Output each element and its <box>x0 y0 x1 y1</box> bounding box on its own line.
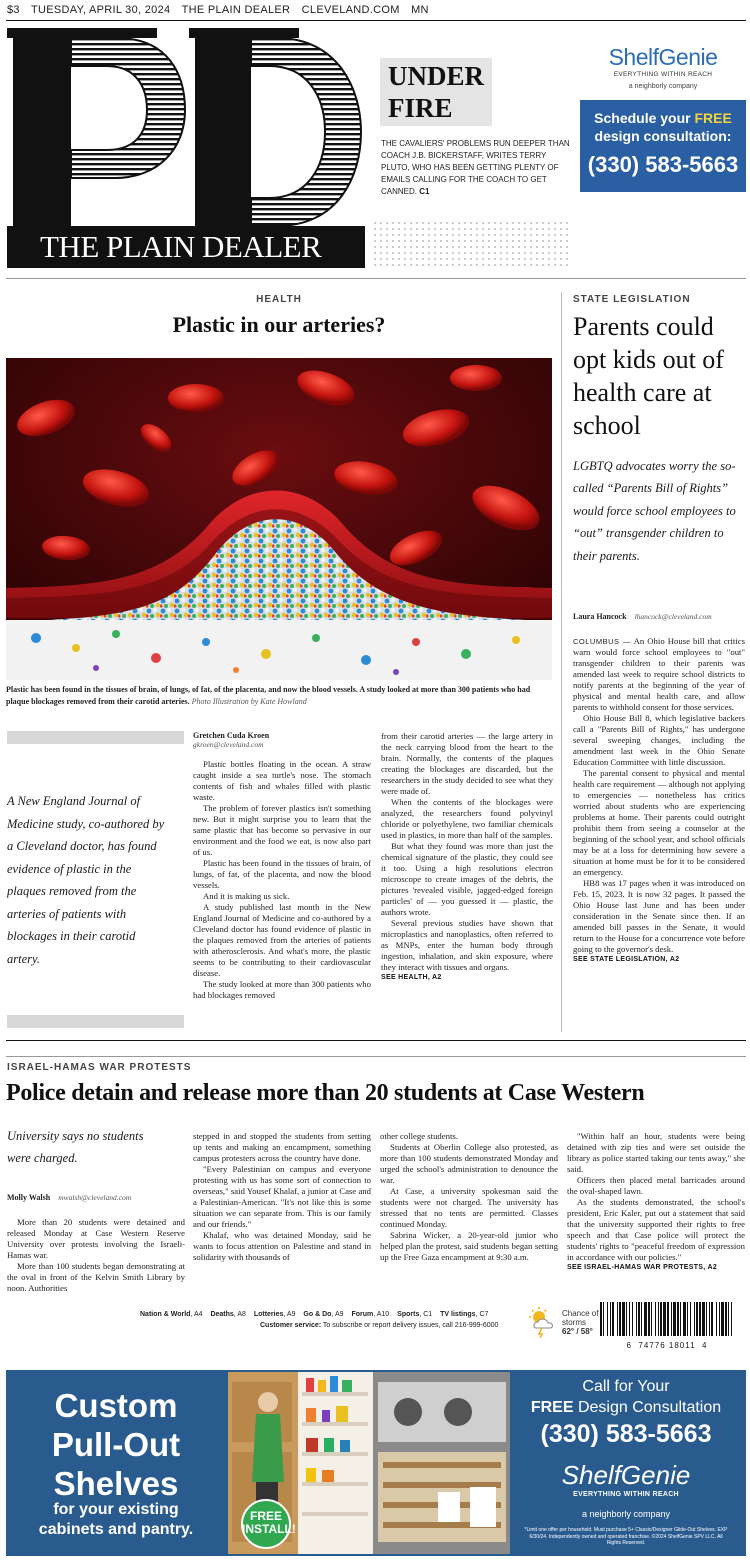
health-p6: The study looked at more than 300 patients who had blockages removed <box>193 979 371 1000</box>
protest-col2-body <box>193 1131 371 1263</box>
protest-p9: Sabrina Wicker, a 20-year-old junior who helped plan the protest, said students began setting up the Free Gaza encampment at 9:30 a.m. <box>380 1230 558 1262</box>
health-headline[interactable]: Plastic in our arteries? <box>172 312 386 337</box>
ad-brand-tagline: EVERYTHING WITHIN REACH <box>573 1491 679 1498</box>
legislation-paras <box>573 636 745 955</box>
health-pullquote: A New England Journal of Medicine study, co-authored by a Cleveland doctor, has found evidence of plastic in the plaques removed from the arteries of patients with blockages in their carotid artery. <box>7 794 165 966</box>
masthead-name[interactable]: THE PLAIN DEALER <box>40 229 322 264</box>
top-line <box>7 4 437 16</box>
legislation-dek: LGBTQ advocates worry the so-called “Parents Bill of Rights” would force school employees to “out” transgender children to their parents. <box>573 459 736 563</box>
health-p10: Several previous studies have shown that microplastics and nanoplastics, often referred to as MNPs, enter the human body through ingestion, inhalation, and skin exposure, where they interact with tissues and organs. <box>381 918 553 972</box>
badge-line2: INSTALL! <box>242 1522 296 1536</box>
teaser-headline-line2: FIRE <box>388 93 453 123</box>
health-col1-body <box>193 759 371 1001</box>
weather-temps: 62° / 58° <box>562 1327 593 1336</box>
ad-headline <box>6 1386 226 1503</box>
health-email[interactable]: gkroen@cleveland.com <box>193 740 264 749</box>
weather-forecast <box>562 1309 598 1336</box>
paper-name-small: THE PLAIN DEALER <box>181 4 291 16</box>
protest-headline[interactable]: Police detain and release more than 20 students at Case Western <box>6 1080 645 1106</box>
index-item-lotteries[interactable]: Lotteries, A9 <box>253 1311 296 1318</box>
ad-line1a: Schedule your <box>594 110 695 126</box>
artery-image-icon <box>6 358 552 680</box>
pd-logo-icon <box>7 28 365 228</box>
storm-weather-icon <box>528 1306 558 1338</box>
plastic-artery-illustration[interactable] <box>6 358 552 680</box>
health-p8: When the contents of the blockages were analyzed, the researchers found polyvinyl chloride or polyethylene, two familiar chemicals used in plastics, in more than half of the samples. <box>381 797 553 840</box>
legislation-byline: Laura Hancock <box>573 612 627 621</box>
health-p7: from their carotid arteries — the large artery in the neck carrying blood from the heart to the brain. Normally, the contents of the plaques creating the blockages are discarded, but the researchers in the study decided to see what they were made of. <box>381 731 553 796</box>
protest-col2 <box>193 1131 371 1263</box>
top-ad[interactable] <box>580 40 746 192</box>
ad-line1 <box>580 110 746 126</box>
legislation-email[interactable]: lhancock@cleveland.com <box>634 612 712 621</box>
barcode-icon <box>596 1302 738 1336</box>
legislation-p3: The parental consent to physical and mental health care requirement — although not applying to emergencies — nonetheless has critics worried about students who are experiencing problems at home. Their parents could outright prohibit them from seeing a counselor at the beginning of the school year, and school officials may be at a loss for determining how severe a situation at home must be for it to be considered an emergency. <box>573 768 745 877</box>
edition: MN <box>411 4 429 16</box>
pullquote-bottom-bar <box>7 1015 184 1028</box>
health-col2 <box>381 731 553 981</box>
teaser-body: THE CAVALIERS' PROBLEMS RUN DEEPER THAN COACH J.B. BICKERSTAFF, WRITES TERRY PLUTO, WHO HAS BEEN GETTING PLENTY OF EMAILS CALLING FOR THE COACH TO GET CANNED. <box>381 139 570 196</box>
teaser-page-ref: C1 <box>419 187 430 196</box>
protest-p1: More than 20 students were detained and released Monday at Case Western Reserve University over protests involving the Israeli-Hamas war. <box>7 1217 185 1260</box>
pullquote-top-bar <box>7 731 184 744</box>
customer-service <box>260 1322 498 1329</box>
site-link[interactable]: CLEVELAND.COM <box>301 4 400 16</box>
masthead-logo[interactable] <box>7 28 365 228</box>
health-p3: Plastic has been found in the tissues of brain, of lungs, of fat, of the placenta, and now the blood vessels. <box>193 858 371 890</box>
weather-line1: Chance of <box>562 1309 599 1318</box>
protest-p6: other college students. <box>380 1131 458 1141</box>
badge-line1: FREE <box>249 1509 282 1523</box>
legislation-dateline: COLUMBUS — <box>573 637 631 646</box>
ad-brand-logo: ShelfGenie <box>561 1460 691 1490</box>
teaser-headline[interactable] <box>380 58 492 126</box>
column-divider <box>561 292 562 1032</box>
health-p2: The problem of forever plastics isn't something new. But it might surprise you to learn that the same plastic that has become so pervasive in our environment and the food we eat, is now also part of us. <box>193 803 371 857</box>
protest-p2: More than 100 students began demonstrating at the oval in front of the Kelvin Smith Library by noon. Authorities <box>7 1261 185 1293</box>
protest-jump[interactable]: SEE ISRAEL-HAMAS WAR PROTESTS, A2 <box>567 1264 718 1271</box>
index-item-tv[interactable]: TV listings, C7 <box>440 1311 489 1318</box>
protest-dek: University says no students were charged. <box>7 1129 144 1165</box>
ad-headline-l2: Pull-Out <box>51 1426 181 1463</box>
protest-col4 <box>567 1131 745 1271</box>
index-item-deaths[interactable]: Deaths, A8 <box>210 1311 246 1318</box>
health-kicker: HEALTH <box>256 294 302 305</box>
protest-col3-body <box>380 1131 558 1263</box>
health-col2-body <box>381 731 553 973</box>
ad-phone[interactable]: (330) 583-5663 <box>587 152 739 177</box>
protest-col3 <box>380 1131 558 1263</box>
protest-top-rule <box>6 1040 746 1041</box>
top-rule <box>6 20 746 21</box>
protest-col1 <box>7 1187 185 1294</box>
protest-rule2 <box>6 1056 746 1057</box>
protest-p10: "Within half an hour, students were being detained with zip ties and were set outside the library as police started taking our tents away," she said. <box>567 1131 745 1174</box>
health-jump[interactable]: SEE HEALTH, A2 <box>381 974 442 981</box>
shelfgenie-logo: ShelfGenie <box>608 44 718 70</box>
health-col1 <box>193 731 371 1001</box>
ad-sub1: for your existing <box>53 1501 179 1518</box>
issue-date: TUESDAY, APRIL 30, 2024 <box>31 4 171 16</box>
barcode <box>596 1302 738 1350</box>
barcode-digits: 6 74776 18011 4 <box>626 1341 708 1350</box>
legislation-p4: HB8 was 17 pages when it was introduced on Feb. 15, 2023. It is now 32 pages. It passed the Ohio House last June and has been under consideration in the Senate since then. If an amended bill passes in the Senate, it would return to the House for a concurrence vote before going to the governor's desk. <box>573 878 745 954</box>
photo-caption <box>6 684 552 708</box>
ad-sub2: cabinets and pantry. <box>38 1521 194 1538</box>
weather-line2: storms <box>562 1318 586 1327</box>
service-label: Customer service: <box>260 1322 322 1329</box>
ad-headline-l3: Shelves <box>53 1465 179 1502</box>
index-item-godo[interactable]: Go & Do, A9 <box>303 1311 344 1318</box>
legislation-kicker: STATE LEGISLATION <box>573 294 691 305</box>
protest-byline: Molly Walsh <box>7 1193 51 1202</box>
protest-email[interactable]: mwalsh@cleveland.com <box>58 1193 132 1202</box>
photo-credit: Photo Illustration by Kate Howland <box>191 697 307 706</box>
ad-line2: design consultation: <box>594 128 732 144</box>
ad-neighborly: a neighborly company <box>628 83 698 90</box>
protest-p7: Students at Oberlin College also protested, as more than 100 students demonstrated Monday and urged the school's administration to denounce the war. <box>380 1142 558 1185</box>
ad-design-consult: Design Consultation <box>573 1399 722 1416</box>
ad-free-word: FREE <box>530 1399 574 1416</box>
ad-free-design <box>512 1399 740 1417</box>
protest-p5: Khalaf, who was detained Monday, said he wants to focus attention on Palestine and stand in solidarity with thousands of <box>193 1230 371 1262</box>
protest-kicker: ISRAEL-HAMAS WAR PROTESTS <box>7 1062 192 1073</box>
legislation-p1: An Ohio House bill that critics warn would force school employees to "out" transgender children to their parents was amended last week to require school districts to notify parents at the beginning of the year of physical and mental health care, and allow parents to withhold consent for those services. <box>573 636 745 712</box>
legislation-body <box>573 606 745 963</box>
caption-text: Plastic has been found in the tissues of brain, of lungs, of fat, of the placenta, and now the blood vessels. A study looked at more than 300 patients who had plaque blockages removed from their carotid arteries. <box>6 685 531 706</box>
section-rule <box>6 278 746 279</box>
health-p5: A study published last month in the New England Journal of Medicine and co-authored by a Cleveland doctor has found evidence of plastic in the plaques removed from the arteries of patients with atherosclerosis. And what's more, the plastic seems to be contributing to their cardiovascular disease. <box>193 902 371 978</box>
protest-p8: At Case, a university spokesman said the students were not charged. The university has stressed that no tents are permitted. Classes continued Monday. <box>380 1186 558 1229</box>
protest-col4-body <box>567 1131 745 1263</box>
teaser-text[interactable] <box>381 138 571 198</box>
protest-col1-body <box>7 1217 185 1294</box>
health-p4: And it is making us sick. <box>203 891 290 901</box>
free-install-badge <box>242 1509 296 1536</box>
health-byline: Gretchen Cuda Kroen <box>193 731 270 740</box>
ad-bottom-phone[interactable]: (330) 583-5663 <box>540 1420 712 1448</box>
legislation-byline-row <box>573 606 745 624</box>
price: $3 <box>7 4 20 16</box>
dot-pattern-decoration <box>372 220 572 268</box>
ad-headline-l1: Custom <box>54 1387 178 1424</box>
ad-call: Call for Your <box>582 1378 670 1395</box>
legislation-headline[interactable]: Parents could opt kids out of health care at school <box>573 312 724 440</box>
index-list <box>140 1311 488 1318</box>
protest-p12: As the students demonstrated, the school's president, Eric Kaler, put out a statement that said that the university supported their rights to free speech and that Case police will protect the students' rights to "peaceful freedom of expression in accordance with our policies." <box>567 1197 745 1262</box>
teaser-headline-line1: UNDER <box>388 61 485 91</box>
health-p9: But what they found was more than just the chemical signature of the plastic, they could see it too. Using a high resolutions electron microscope to create images of the debris, the pictures 'revealed visible, jagged-edged foreign particles' of — you guessed it — plastic, the authors wrote. <box>381 841 553 917</box>
service-text: To subscribe or report delivery issues, call 216-999-6000 <box>322 1322 499 1329</box>
index-item-sports[interactable]: Sports, C1 <box>397 1311 433 1318</box>
index-item-forum[interactable]: Forum, A10 <box>351 1311 390 1318</box>
protest-p3: stepped in and stopped the students from setting up tents and making an encampment, something campus protesters across the country have done. <box>193 1131 371 1163</box>
protest-p11: Officers then placed metal barricades around the oval-shaped lawn. <box>567 1175 745 1196</box>
ad-tagline: EVERYTHING WITHIN REACH <box>613 71 713 78</box>
ad-fine-print: *Limit one offer per household. Must purchase 5+ Classic/Designer Glide-Out Shelves. EXP 6/30/24. Independently owned and operated franchise. ©2024 ShelfGenie SPV LLC. All Rights Reserved. <box>524 1527 728 1546</box>
protest-byline-row <box>7 1187 185 1205</box>
index-item-nation[interactable]: Nation & World, A4 <box>140 1311 203 1318</box>
protest-p4: "Every Palestinian on campus and everyone protesting with us has some sort of connection to overseas," said Yousef Khalaf, a junior at Case and a Palestinian-American. "It's not like this is some situation we can separate from. This is our family and our friends." <box>193 1164 371 1229</box>
legislation-p2: Ohio House Bill 8, which legislative backers call a "Parents Bill of Rights," has undergone several sweeping changes, including the amendment last week in the Ohio Senate Education Committee with little discussion. <box>573 713 745 767</box>
ad-subhead <box>6 1500 226 1540</box>
health-p1: Plastic bottles floating in the ocean. A straw caught inside a sea turtle's nose. The stomach contents of fish and whales filled with plastic waste. <box>193 759 371 802</box>
ad-free: FREE <box>694 110 732 126</box>
legislation-jump[interactable]: SEE STATE LEGISLATION, A2 <box>573 956 680 963</box>
ad-brand-sub: a neighborly company <box>581 1509 671 1519</box>
